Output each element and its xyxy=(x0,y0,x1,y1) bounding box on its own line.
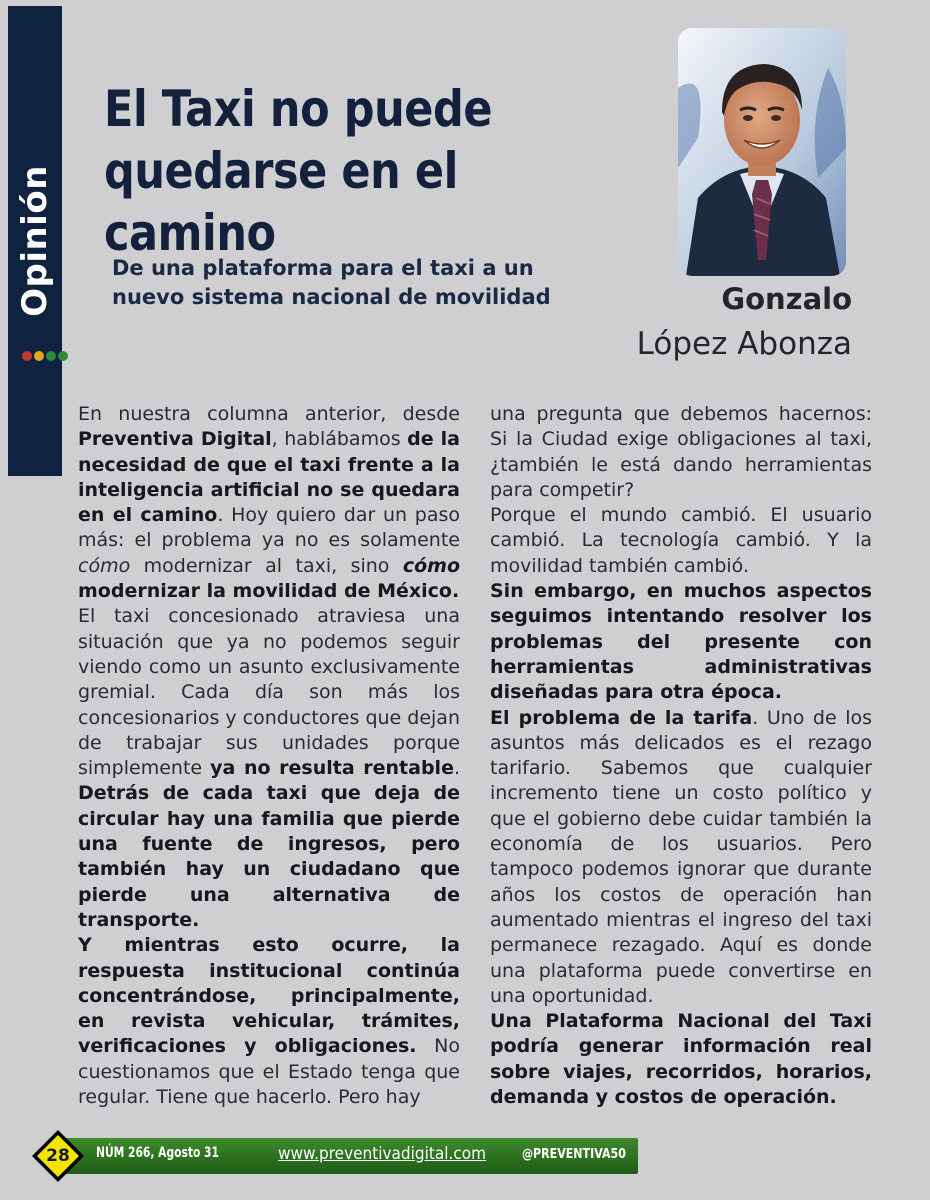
author-first-name: Gonzalo xyxy=(721,282,852,316)
body-column-left xyxy=(78,402,460,1110)
paragraph xyxy=(490,402,872,503)
body-column-right xyxy=(490,402,872,1110)
text-run: , hablábamos xyxy=(271,428,408,451)
text-run: El taxi concesionado atraviesa una situación que ya no podemos seguir viendo como un asunto exclusivamente gremial. Cada día son más los concesionarios y conductores que dejan de trabajar sus unidades porque simplemente xyxy=(78,605,460,780)
page-number: 28 xyxy=(46,1146,70,1166)
text-run: Preventiva Digital xyxy=(78,428,272,451)
author-last-name: López Abonza xyxy=(636,326,852,362)
text-run: Porque el mundo cambió. El usuario cambió. La tecnología cambió. Y la movilidad también cambió. xyxy=(490,504,872,577)
text-run: Una Plataforma Nacional del Taxi podría generar información real sobre viajes, recorridos, horarios, demanda y costos de operación. xyxy=(490,1010,872,1109)
text-run: Sin embargo, en muchos aspectos seguimos intentando resolver los problemas del presente con herramientas administrativas diseñadas para otra época. xyxy=(490,580,872,704)
paragraph xyxy=(490,706,872,1010)
author-portrait-illustration xyxy=(678,28,846,276)
text-run: modernizar la movilidad de México. xyxy=(78,580,460,603)
text-run: El problema de la tarifa xyxy=(490,706,753,729)
paragraph xyxy=(78,402,460,604)
paragraph xyxy=(490,579,872,705)
text-run: En nuestra columna anterior, desde xyxy=(78,403,460,425)
dot-green xyxy=(46,351,56,361)
dot-red xyxy=(22,351,32,361)
text-run: una pregunta que debemos hacernos: Si la Ciudad exige obligaciones al taxi, ¿también le está dando herramientas para competir? xyxy=(490,403,872,501)
text-run: modernizar al taxi, sino xyxy=(130,554,403,577)
article-subtitle xyxy=(112,254,582,312)
text-run: ya no resulta rentable xyxy=(210,757,454,780)
paragraph xyxy=(78,933,460,1110)
section-bar xyxy=(8,6,62,476)
text-run: cómo xyxy=(78,554,131,577)
text-run: de la necesidad de que el taxi frente a la inteligencia artificial no se quedara en el camino xyxy=(78,428,460,527)
author-portrait xyxy=(678,28,846,276)
article-title xyxy=(104,78,586,264)
issue-info: NÚM 266, Agosto 31 xyxy=(96,1145,219,1161)
text-run: No cuestionamos que el Estado tenga que regular. Tiene que hacerlo. Pero hay xyxy=(78,1035,460,1109)
text-run: cómo xyxy=(402,554,460,577)
title-line-1: El Taxi no puede xyxy=(104,80,493,138)
section-label xyxy=(9,141,61,341)
paragraph xyxy=(490,503,872,579)
text-run: . Uno de los asuntos más delicados es el rezago tarifario. Sabemos que cualquier incremento tiene un costo político y que el gobierno debe cuidar también la economía de los usuarios. Pero tampoco podemos ignorar que durante años los costos de operación han aumentado mientras el ingreso del taxi permanece rezagado. Aquí es donde una plataforma puede convertirse en una oportunidad. xyxy=(490,706,872,1007)
text-run: . xyxy=(453,757,461,780)
dot-green-2 xyxy=(58,351,68,361)
dot-yellow xyxy=(34,351,44,361)
title-line-2: quedarse en el camino xyxy=(104,142,458,262)
social-handle[interactable]: @PREVENTIVA50 xyxy=(522,1147,626,1162)
text-run: Y mientras esto ocurre, la respuesta institucional continúa concentrándose, principalmente, en revista vehicular, trámites, verificaciones y obligaciones. xyxy=(78,934,460,1058)
traffic-light-icon xyxy=(22,351,68,361)
paragraph xyxy=(490,1009,872,1110)
section-label-text: Opinión xyxy=(15,165,56,317)
text-run: Detrás de cada taxi que deja de circular hay una familia que pierde una fuente de ingresos, pero también hay un ciudadano que pierde una alternativa de transporte. xyxy=(78,782,460,931)
subtitle-line-1: De una plataforma para el taxi a un xyxy=(112,256,534,280)
subtitle-line-2: nuevo sistema nacional de movilidad xyxy=(112,285,551,309)
paragraph xyxy=(78,604,460,933)
website-link[interactable]: www.preventivadigital.com xyxy=(278,1144,487,1164)
text-run: . Hoy quiero dar un paso más: el problema ya no es solamente xyxy=(78,504,461,552)
